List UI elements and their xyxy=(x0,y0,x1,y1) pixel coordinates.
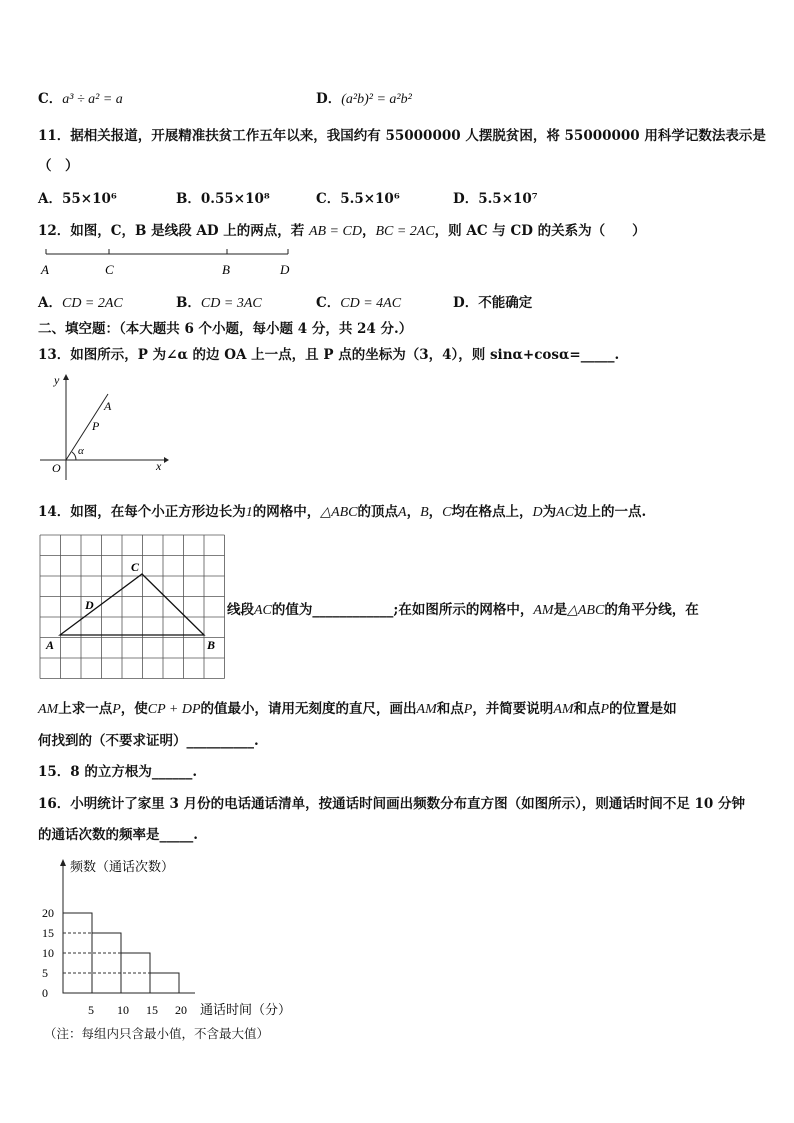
hist-y-tick-label: 10 xyxy=(42,946,54,960)
q14-line2: 线段AC的值为____________;在如图所示的网格中，AM是△ABC的角平分线，在 xyxy=(227,602,699,618)
q11-stem: 11．据相关报道，开展精准扶贫工作五年以来，我国约有 55000000 人摆脱贫困，将 55000000 用科学记数法表示是 xyxy=(38,128,766,144)
y-axis-arrow xyxy=(63,374,69,380)
ray-oa xyxy=(66,394,108,460)
q12-option-b: B．CD = 3AC xyxy=(176,295,262,311)
q13-stem: 13．如图所示，P 为∠α 的边 OA 上一点，且 P 点的坐标为（3，4），则 sinα+cosα=_____. xyxy=(38,347,620,363)
q14-grid-figure xyxy=(39,534,227,680)
x-axis-arrow xyxy=(164,457,169,463)
hist-bar xyxy=(63,913,92,993)
point-label-b: B xyxy=(222,262,230,277)
hist-ticks xyxy=(42,906,187,1017)
q16-histogram xyxy=(30,850,320,1025)
q12-option-a: A．CD = 2AC xyxy=(38,295,123,311)
q11-option-a: A．55×10⁶ xyxy=(38,191,117,207)
q11-option-d: D．5.5×10⁷ xyxy=(453,191,538,207)
q10-option-c: C．a³ ÷ a² = a xyxy=(38,91,123,107)
label-x: x xyxy=(156,459,162,473)
q11-option-b: B．0.55×10⁸ xyxy=(176,191,270,207)
q10-option-d-expr: (a²b)² = a²b² xyxy=(341,92,412,107)
point-label-d: D xyxy=(280,262,290,277)
q12-option-d: D．不能确定 xyxy=(453,295,533,311)
q12-segment-figure xyxy=(38,246,298,280)
q16-note: （注：每组内只含最小值，不含最大值） xyxy=(44,1026,270,1041)
label-y: y xyxy=(54,373,60,387)
point-label-c: C xyxy=(105,262,114,277)
hist-bars xyxy=(63,913,179,993)
hist-y-tick-label: 5 xyxy=(42,966,48,980)
q11-blank: （ ） xyxy=(38,158,79,174)
hist-x-tick-label: 10 xyxy=(117,1003,129,1017)
hist-x-tick-label: 15 xyxy=(146,1003,158,1017)
hist-y-label: 频数（通话次数） xyxy=(70,859,175,874)
hist-y-axis-arrow xyxy=(60,859,66,866)
angle-arc xyxy=(72,452,76,460)
label-p: P xyxy=(92,419,100,433)
grid xyxy=(40,535,225,679)
q13-angle-figure xyxy=(38,372,170,482)
q14-stem: 14．如图，在每个小正方形边长为1的网格中，△ABC的顶点A，B，C均在格点上，D为AC边上的一点. xyxy=(38,504,647,520)
triangle-abc xyxy=(60,574,204,635)
q12-stem: 12．如图，C，B 是线段 AD 上的两点，若 AB = CD，BC = 2AC，则 AC 与 CD 的关系为（ ） xyxy=(38,223,646,239)
hist-y-tick-label: 20 xyxy=(42,906,54,920)
label-a: A xyxy=(104,399,112,413)
hist-y-tick-label: 15 xyxy=(42,926,54,940)
hist-y-tick-label: 0 xyxy=(42,986,48,1000)
q16-stem-line1: 16．小明统计了家里 3 月份的电话通话清单，按通话时间画出频数分布直方图（如图所示），则通话时间不足 10 分钟 xyxy=(38,796,746,812)
q14-line3: AM上求一点P，使CP + DP的值最小，请用无刻度的直尺，画出AM和点P，并简要说明AM和点P的位置是如 xyxy=(38,701,677,717)
hist-x-tick-label: 5 xyxy=(88,1003,94,1017)
section-2-heading: 二、填空题：（本大题共 6 个小题，每小题 4 分，共 24 分.） xyxy=(38,321,413,337)
hist-x-label: 通话时间（分） xyxy=(200,1002,292,1017)
q15-stem: 15．8 的立方根为______. xyxy=(38,764,198,780)
hist-x-tick-label: 20 xyxy=(175,1003,187,1017)
point-label-a: A xyxy=(41,262,49,277)
q10-option-c-expr: a³ ÷ a² = a xyxy=(62,92,123,107)
q16-stem-line2: 的通话次数的频率是_____. xyxy=(38,827,198,843)
grid-label-d: D xyxy=(85,598,94,612)
q12-option-c: C．CD = 4AC xyxy=(316,295,402,311)
label-alpha: α xyxy=(78,445,84,457)
hist-bar xyxy=(150,973,179,993)
hist-bar xyxy=(92,933,121,993)
q11-option-c: C．5.5×10⁶ xyxy=(316,191,400,207)
grid-label-c: C xyxy=(131,560,140,574)
q14-line4: 何找到的（不要求证明）__________. xyxy=(38,733,259,749)
q10-option-d: D．(a²b)² = a²b² xyxy=(316,91,412,107)
label-o: O xyxy=(52,461,61,475)
grid-label-a: A xyxy=(46,638,55,652)
grid-label-b: B xyxy=(207,638,216,652)
